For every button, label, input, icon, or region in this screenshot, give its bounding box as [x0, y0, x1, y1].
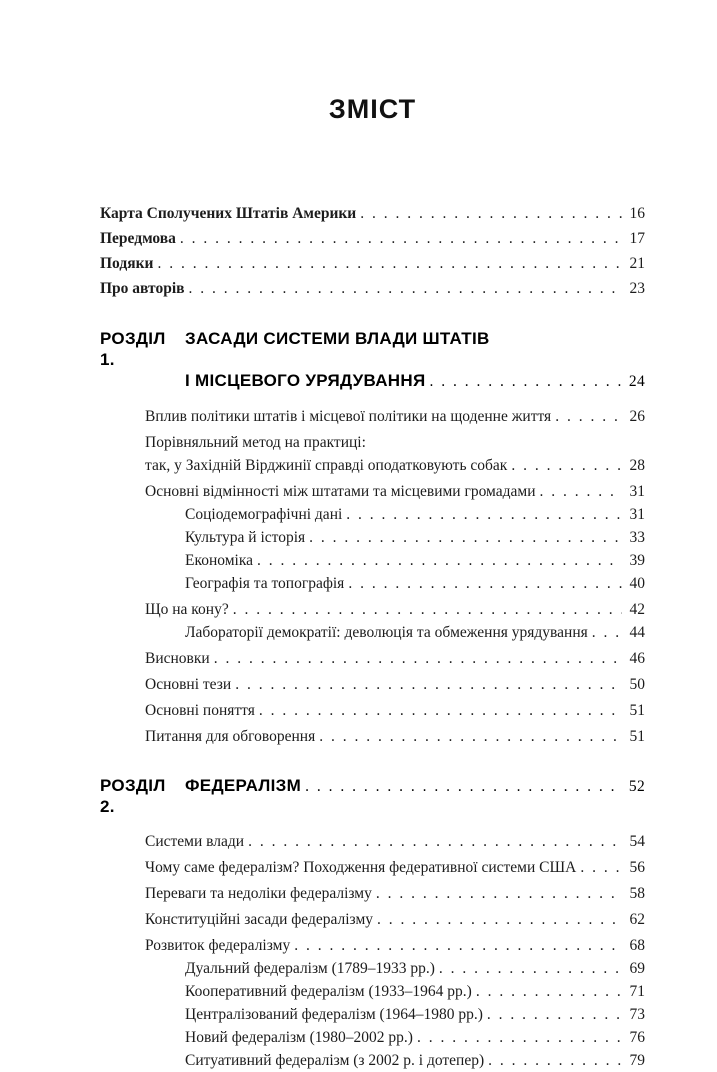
- toc-entry-row: [100, 276, 645, 301]
- toc-entry-title: Дуальний федералізм (1789–1933 рр.): [185, 960, 435, 977]
- toc-entry: [100, 1003, 645, 1026]
- toc-entry: [100, 276, 645, 301]
- toc-entry: [100, 699, 645, 722]
- toc-entry-row: [100, 251, 645, 276]
- toc-entry-line: Порівняльний метод на практиці:: [145, 434, 366, 451]
- page-title: ЗМІСТ: [328, 94, 417, 124]
- toc-entry: [100, 908, 645, 931]
- dot-leader: [511, 454, 622, 477]
- page-number: 44: [629, 624, 645, 641]
- dot-leader: [309, 526, 622, 549]
- toc-entry-title: Ситуативний федералізм (з 2002 р. і дотепер): [185, 1052, 485, 1069]
- toc-entry-row: [185, 503, 645, 526]
- toc-entry-row: [185, 1026, 645, 1049]
- page-number: 68: [629, 937, 645, 954]
- chapter-heading: [100, 328, 645, 392]
- toc-entry-title: Системи влади: [145, 833, 245, 850]
- dot-leader: [180, 226, 622, 251]
- page-number: 56: [629, 859, 645, 876]
- toc-entry-row: [185, 957, 645, 980]
- toc-entry: [100, 431, 645, 477]
- toc-entry-title: Вплив політики штатів і місцевої політики на щоденне життя: [145, 408, 552, 425]
- dot-leader: [319, 725, 622, 748]
- dot-leader: [294, 934, 622, 957]
- toc-entry-title: Переваги та недоліки федералізму: [145, 885, 372, 902]
- toc-entry-title: Подяки: [100, 255, 154, 272]
- toc-entry: [100, 830, 645, 853]
- page-number: 28: [629, 457, 645, 474]
- toc-entry: [100, 480, 645, 503]
- toc-entry-title: Основні поняття: [145, 702, 255, 719]
- toc-entry: [100, 934, 645, 957]
- toc-entry-title: Висновки: [145, 650, 210, 667]
- page-number: 24: [628, 373, 645, 390]
- toc-entry: [100, 503, 645, 526]
- toc-entry-row: [145, 934, 645, 957]
- toc-entry-row: [145, 908, 645, 931]
- toc-entry: [100, 725, 645, 748]
- toc-entry-row: [185, 980, 645, 1003]
- chapter-title: ЗАСАДИ СИСТЕМИ ВЛАДИ ШТАТІВ: [185, 329, 490, 348]
- dot-leader: [580, 856, 622, 879]
- toc-entry-title: Кооперативний федералізм (1933–1964 рр.): [185, 983, 472, 1000]
- dot-leader: [540, 480, 623, 503]
- toc-entry-row: [145, 856, 645, 879]
- dot-leader: [429, 371, 622, 392]
- dot-leader: [346, 503, 622, 526]
- toc-entry-row: [145, 830, 645, 853]
- front-matter-list: [100, 201, 645, 301]
- dot-leader: [235, 673, 622, 696]
- page-number: 46: [629, 650, 645, 667]
- page-number: 52: [628, 778, 645, 795]
- dot-leader: [488, 1049, 622, 1072]
- toc-entry-row: [145, 598, 645, 621]
- page-number: 51: [629, 728, 645, 745]
- page-number: 76: [629, 1029, 645, 1046]
- toc-entry-row: [100, 201, 645, 226]
- toc-entry-title: Основні тези: [145, 676, 232, 693]
- toc-entry-title: Чому саме федералізм? Походження федеративної системи США: [145, 859, 577, 876]
- toc-entry-title: так, у Західній Вірджинії справді оподатковують собак: [145, 457, 508, 474]
- page-number: 42: [629, 601, 645, 618]
- page-number: 23: [629, 280, 645, 297]
- page-number: 33: [629, 529, 645, 546]
- toc-entry-title: Централізований федералізм (1964–1980 рр.): [185, 1006, 483, 1023]
- toc-entry-row: [185, 1049, 645, 1072]
- toc-entry: [100, 856, 645, 879]
- dot-leader: [417, 1026, 622, 1049]
- dot-leader: [376, 882, 622, 905]
- toc-entry-title: Конституційні засади федералізму: [145, 911, 374, 928]
- chapter-label: РОЗДІЛ 1.: [100, 329, 166, 369]
- toc-entry: [100, 882, 645, 905]
- toc-entry: [100, 226, 645, 251]
- page-number: 21: [629, 255, 645, 272]
- toc-entry-title: Основні відмінності між штатами та місцевими громадами: [145, 483, 536, 500]
- toc-entry: [100, 957, 645, 980]
- dot-leader: [157, 251, 622, 276]
- chapter-heading-row: [100, 370, 645, 392]
- page-number: 73: [629, 1006, 645, 1023]
- page-number: 31: [629, 483, 645, 500]
- toc-entry: [100, 201, 645, 226]
- toc-entry-row: [145, 882, 645, 905]
- page-number: 54: [629, 833, 645, 850]
- dot-leader: [248, 830, 622, 853]
- dot-leader: [259, 699, 622, 722]
- toc-entry-row: [145, 647, 645, 670]
- dot-leader: [360, 201, 622, 226]
- page-number: 26: [629, 408, 645, 425]
- toc-entry-row: [145, 673, 645, 696]
- page-number: 69: [629, 960, 645, 977]
- toc-entry-row: [185, 1003, 645, 1026]
- chapter-title: ФЕДЕРАЛІЗМ: [185, 776, 302, 795]
- chapter-heading-row: [100, 328, 645, 370]
- toc-entry-row: [145, 699, 645, 722]
- page-number: 17: [629, 230, 645, 247]
- page-number: 40: [629, 575, 645, 592]
- toc-entry-title: Новий федералізм (1980–2002 рр.): [185, 1029, 413, 1046]
- toc-entry-title: Культура й історія: [185, 529, 306, 546]
- toc-entry-title: Географія та топографія: [185, 575, 345, 592]
- toc-entry: [100, 980, 645, 1003]
- toc-entry: [100, 621, 645, 644]
- dot-leader: [439, 957, 622, 980]
- toc-entry-row: [185, 572, 645, 595]
- dot-leader: [476, 980, 622, 1003]
- toc-entry: [100, 1049, 645, 1072]
- toc-entry-title: Питання для обговорення: [145, 728, 316, 745]
- toc-entry-title: Передмова: [100, 230, 176, 247]
- toc-entry-title: Економіка: [185, 552, 254, 569]
- chapter-list: [100, 328, 645, 1072]
- dot-leader: [233, 598, 622, 621]
- page-number: 58: [629, 885, 645, 902]
- chapter-heading-row: [100, 775, 645, 817]
- dot-leader: [214, 647, 622, 670]
- toc-entry-title: Карта Сполучених Штатів Америки: [100, 205, 357, 222]
- toc-entry-row: [145, 725, 645, 748]
- toc-entry: [100, 572, 645, 595]
- toc-entry: [100, 549, 645, 572]
- toc-entry-row: [185, 621, 645, 644]
- dot-leader: [348, 572, 622, 595]
- toc-entry-row: [145, 405, 645, 428]
- page-number: 62: [629, 911, 645, 928]
- toc-entry-title: Розвиток федералізму: [145, 937, 291, 954]
- page-number: 79: [629, 1052, 645, 1069]
- toc-entry-title: Соціодемографічні дані: [185, 506, 343, 523]
- chapter-title: І МІСЦЕВОГО УРЯДУВАННЯ: [185, 371, 426, 390]
- page-number: 16: [629, 205, 645, 222]
- toc-entry-row: [145, 480, 645, 503]
- page-number: 51: [629, 702, 645, 719]
- page-number: 71: [629, 983, 645, 1000]
- toc-entry: [100, 598, 645, 621]
- toc-entry-row: [185, 549, 645, 572]
- chapter-label: РОЗДІЛ 2.: [100, 776, 166, 816]
- toc-entry-title: Про авторів: [100, 280, 185, 297]
- page-number: 31: [629, 506, 645, 523]
- chapter-heading: [100, 775, 645, 817]
- toc-entry: [100, 673, 645, 696]
- toc-entry-row: [185, 526, 645, 549]
- toc-entry: [100, 251, 645, 276]
- dot-leader: [257, 549, 622, 572]
- toc-entry-title: Лабораторії демократії: деволюція та обмеження урядування: [185, 624, 588, 641]
- toc-entry: [100, 526, 645, 549]
- toc-entry: [100, 1026, 645, 1049]
- toc-entry-row: [100, 226, 645, 251]
- page-number: 39: [629, 552, 645, 569]
- toc-entry: [100, 405, 645, 428]
- page-number: 50: [629, 676, 645, 693]
- dot-leader: [305, 776, 622, 797]
- dot-leader: [377, 908, 622, 931]
- dot-leader: [555, 405, 622, 428]
- dot-leader: [487, 1003, 622, 1026]
- toc-entry-row: [145, 454, 645, 477]
- dot-leader: [592, 621, 622, 644]
- toc-entry: [100, 647, 645, 670]
- dot-leader: [189, 276, 623, 301]
- toc-entry-title: Що на кону?: [145, 601, 229, 618]
